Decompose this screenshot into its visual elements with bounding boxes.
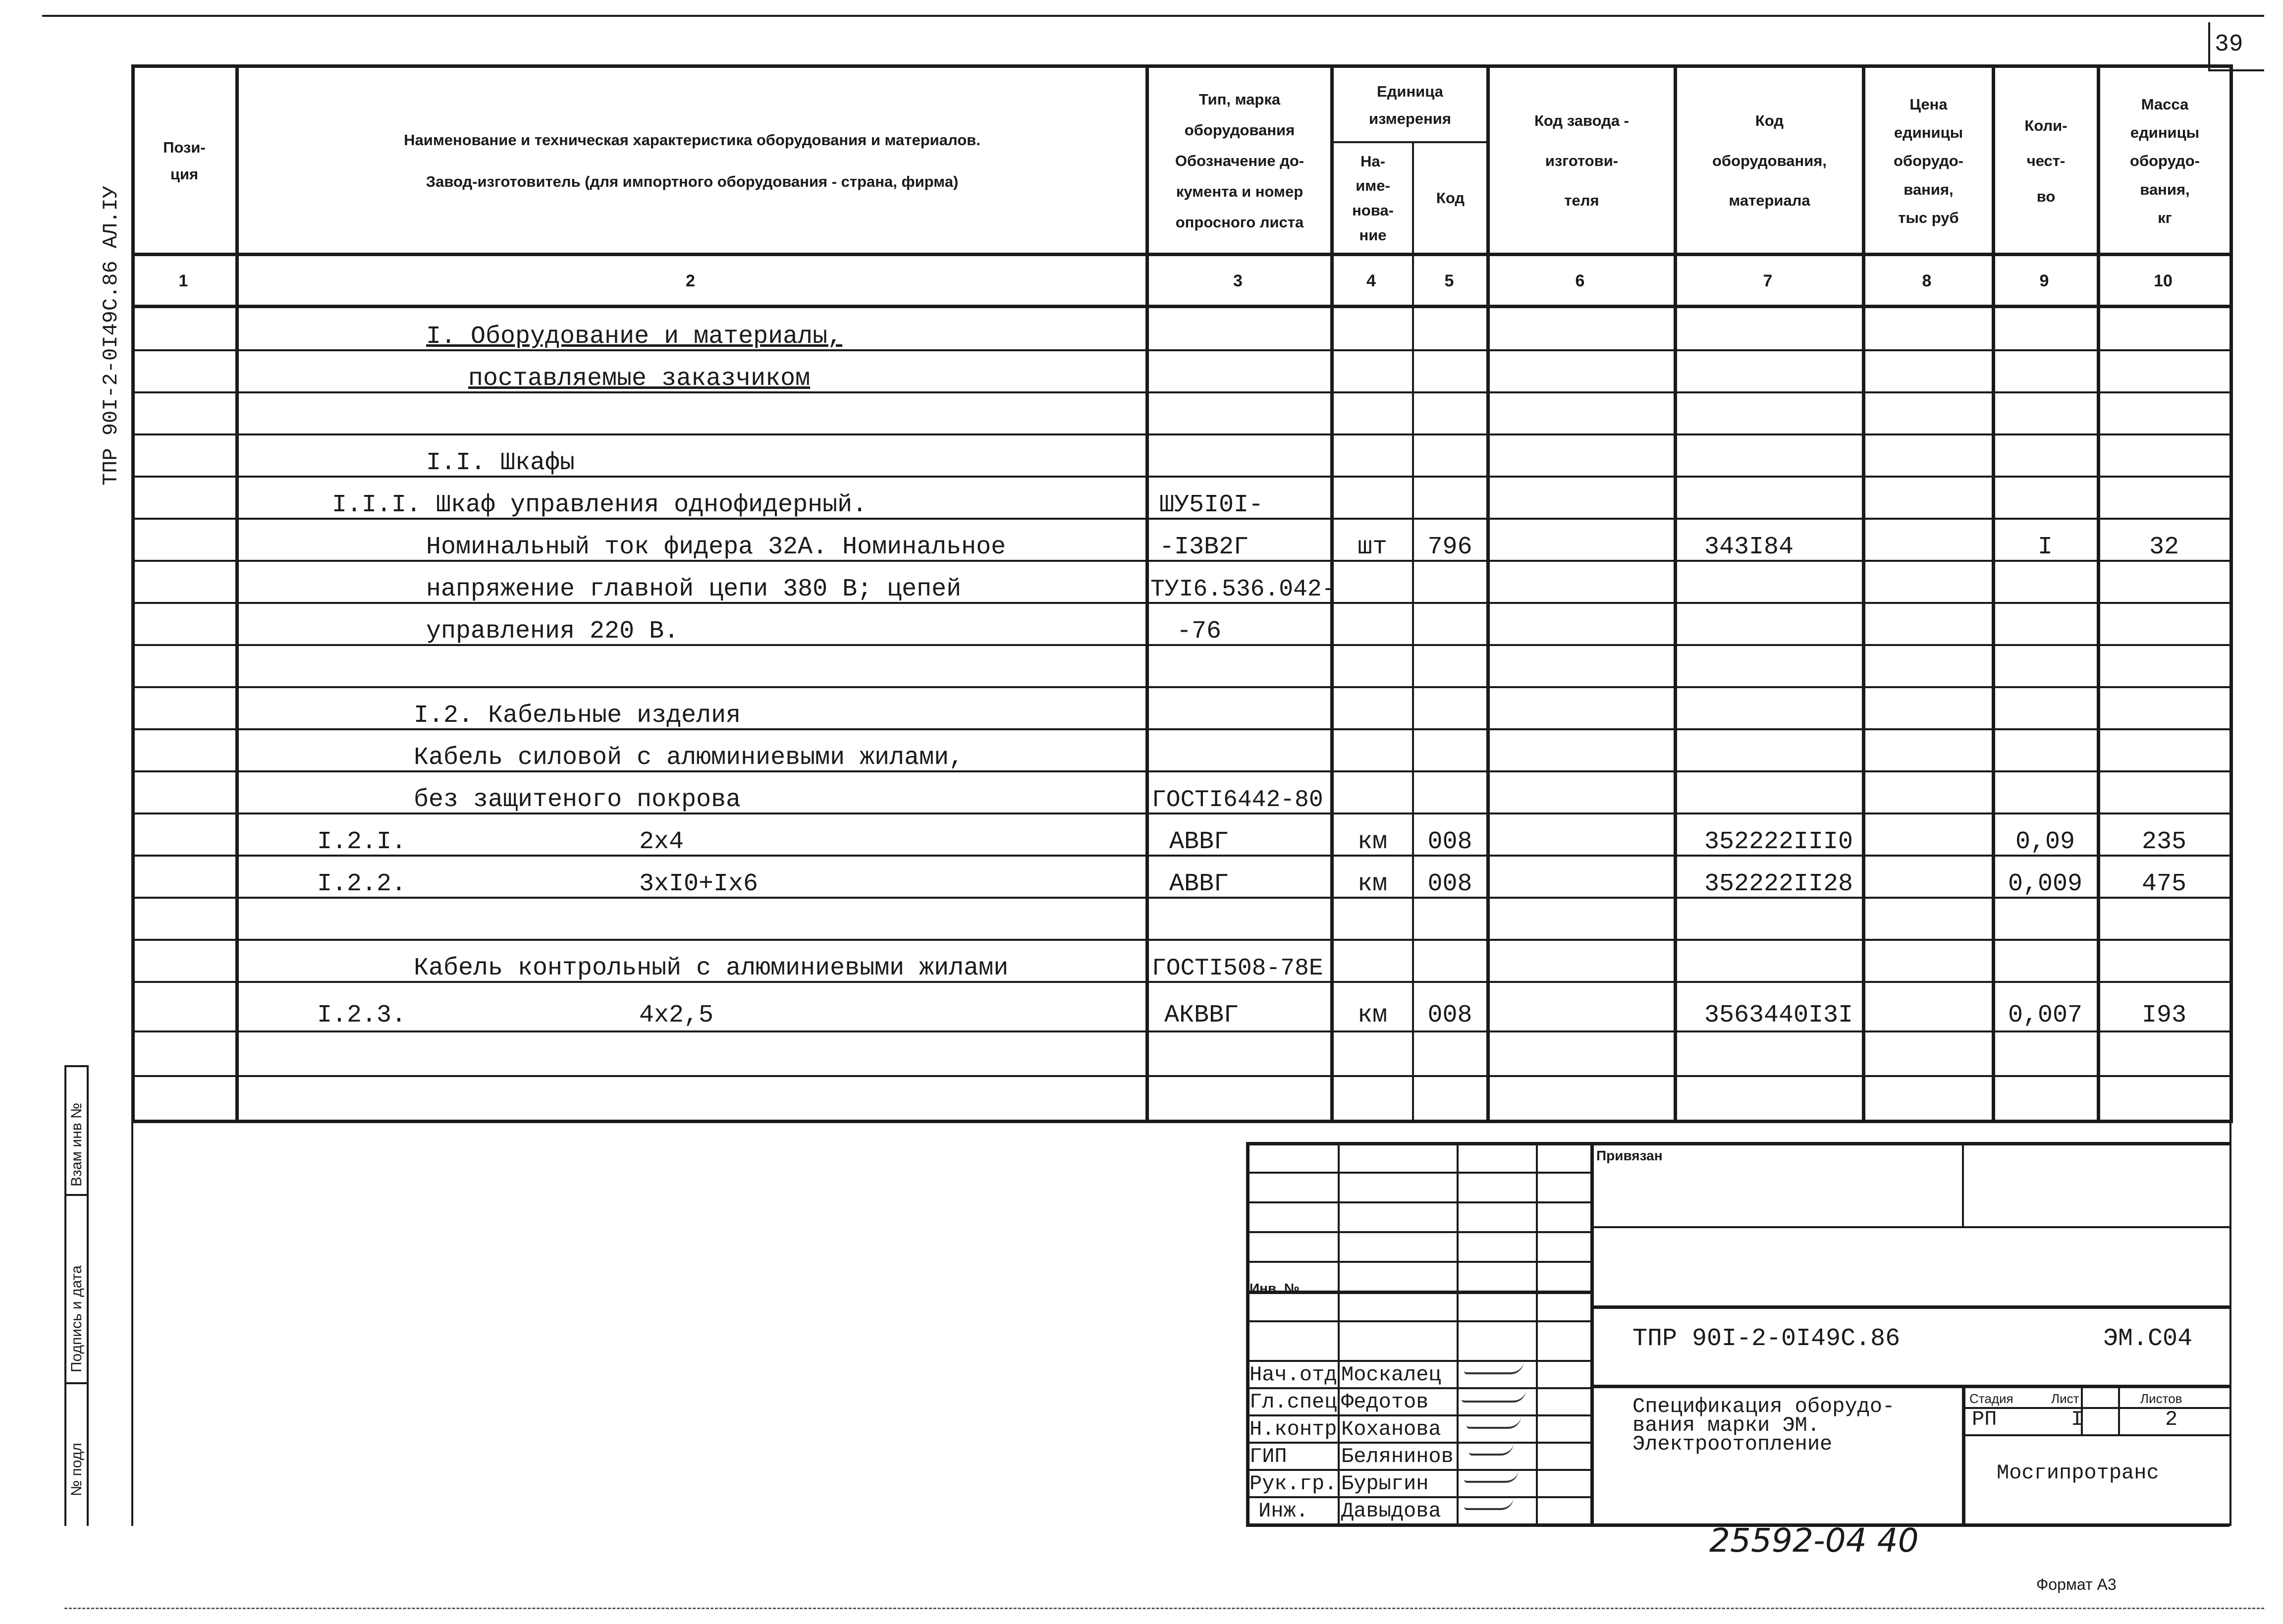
stage-value: РП [1972,1407,1997,1431]
row-equipment-code: 352222III0 [1704,828,1853,856]
row-type: АКВВГ [1164,1001,1239,1029]
header-equipment-code: Код оборудования, материала [1712,112,1827,210]
row-unit-code: 008 [1427,828,1472,856]
col-number: 8 [1922,271,1932,290]
row-mass: 32 [2149,533,2179,561]
row-item-title: I.I.I. Шкаф управления однофидерный. [332,491,868,519]
header-mass: Масса единицы оборудо- вания, кг [2130,95,2200,227]
row-type: ТУI6.536.042- [1150,576,1336,603]
signature [1464,1470,1519,1483]
header-unit: Единица измерения [1369,83,1451,127]
col-number: 6 [1575,271,1585,290]
header-name: Наименование и техническая характеристика оборудования и материалов. Завод-изготовитель (для импортного оборудования - страна, фирма) [404,131,980,190]
prinyazan-label: Привязан [1596,1148,1663,1163]
row-description: напряжение главной цепи 380 В; цепей [426,575,962,603]
row-equipment-code: 343I84 [1704,533,1794,561]
row-unit: км [1357,870,1387,898]
signature [1462,1390,1526,1403]
row-mass: 235 [2141,828,2186,856]
col-number: 9 [2039,271,2049,290]
row-equipment-code: 352222II28 [1704,870,1853,898]
sheet-format: Формат А3 [2036,1575,2117,1593]
role: Рук.гр. [1250,1472,1337,1496]
signature [1469,1443,1514,1456]
side-stamp-3: № подл [68,1443,85,1496]
col-number: 2 [686,271,695,290]
row-unit-code: 008 [1427,1001,1472,1029]
role: Инж. [1258,1499,1308,1523]
sheets-value: 2 [2165,1407,2178,1431]
row-type: ГОСТI508-78Е [1152,955,1323,982]
col-number: 1 [178,271,188,290]
row-type: АВВГ [1169,870,1229,898]
drawing-code: ТПР 90I-2-0I49С.86 [1632,1325,1901,1353]
organization: Мосгипротранс [1997,1461,2159,1485]
row-type: ШУ5I0I- [1159,491,1264,519]
side-stamp-1: Взам инв № [68,1102,85,1187]
header-manufacturer-code: Код завода - изготови- теля [1534,112,1629,210]
row-unit: шт [1357,533,1387,561]
row-mass: 475 [2141,870,2186,898]
header-price: Цена единицы оборудо- вания, тыс руб [1894,95,1963,227]
row-quantity: 0,09 [2015,828,2075,856]
header-unit-code: Код [1436,189,1465,207]
row-description: 4х2,5 [639,1001,714,1029]
role: Нач.отд [1250,1363,1337,1387]
signature [1464,1361,1523,1374]
role: Н.контр [1250,1417,1337,1441]
row-position: I.2.I. [317,828,407,856]
row-description: Номинальный ток фидера 32А. Номинальное [426,533,1006,561]
row-type: -I3В2Г [1159,533,1249,561]
signature [1467,1416,1521,1429]
header-unit-name: На- име- нова- ние [1352,152,1394,244]
header-type: Тип, марка оборудования Обозначение до- кумента и номер опросного листа [1175,91,1305,231]
row-quantity: 0,009 [2008,870,2083,898]
row-unit-code: 796 [1427,533,1472,561]
row-equipment-code: 3563440I3I [1704,1001,1853,1029]
inv-label: Инв. № [1250,1281,1300,1296]
row-description: управления 220 В. [426,617,679,646]
row-description: Кабель силовой с алюминиевыми жилами, [414,744,964,772]
person-name: Федотов [1341,1390,1429,1414]
row-description: без защитеного покрова [414,786,741,814]
role: ГИП [1250,1445,1287,1468]
col-number: 7 [1763,271,1773,290]
row-description: Кабель контрольный с алюминиевыми жилами [414,954,1009,982]
archive-number: 25592-04 40 [1709,1521,1919,1560]
person-name: Белянинов [1341,1445,1454,1468]
row-quantity: I [2037,533,2053,561]
stage-label: Стадия [1969,1391,2013,1406]
person-name: Коханова [1341,1417,1441,1441]
row-type: ГОСТI6442-80 [1152,787,1323,813]
sheets-label: Листов [2140,1391,2182,1406]
row-position: I.2.2. [317,870,407,898]
row-quantity: 0,007 [2008,1001,2083,1029]
role: Гл.спец [1250,1390,1337,1414]
row-subsection: I.2. Кабельные изделия [414,702,741,730]
page-number: 39 [2215,31,2243,58]
person-name: Москалец [1341,1363,1441,1387]
row-type: -76 [1177,617,1222,646]
header-quantity: Коли- чест- во [2024,117,2067,205]
row-unit: км [1357,1001,1387,1029]
col-number: 5 [1444,271,1454,290]
drawing-title: Спецификация оборудо- вания марки ЭМ. Электроотопление [1632,1395,1895,1456]
row-unit: км [1357,828,1387,856]
person-name: Давыдова [1341,1499,1441,1523]
row-description: 3хI0+Iх6 [639,870,759,898]
side-stamp-2: Подпись и дата [68,1265,85,1372]
row-section-title: поставляемые заказчиком [468,365,811,393]
person-name: Бурыгин [1341,1472,1429,1496]
row-unit-code: 008 [1427,870,1472,898]
row-position: I.2.3. [317,1001,407,1029]
signature [1464,1497,1514,1510]
row-subsection: I.I. Шкафы [426,449,575,477]
row-mass: I93 [2141,1001,2186,1029]
sheet-value: I [2071,1407,2084,1431]
side-document-code: ТПР 90I-2-0I49С.86 АЛ.IУ [99,186,123,486]
row-section-title: I. Оборудование и материалы, [426,323,843,351]
row-type: АВВГ [1169,828,1229,856]
sheet-label: Лист [2051,1391,2079,1406]
col-number: 10 [2154,271,2173,290]
col-number: 3 [1233,271,1243,290]
row-description: 2х4 [639,828,684,856]
header-position: Пози- ция [163,138,206,183]
col-number: 4 [1366,271,1376,290]
drawing-mark: ЭМ.С04 [2103,1325,2193,1353]
